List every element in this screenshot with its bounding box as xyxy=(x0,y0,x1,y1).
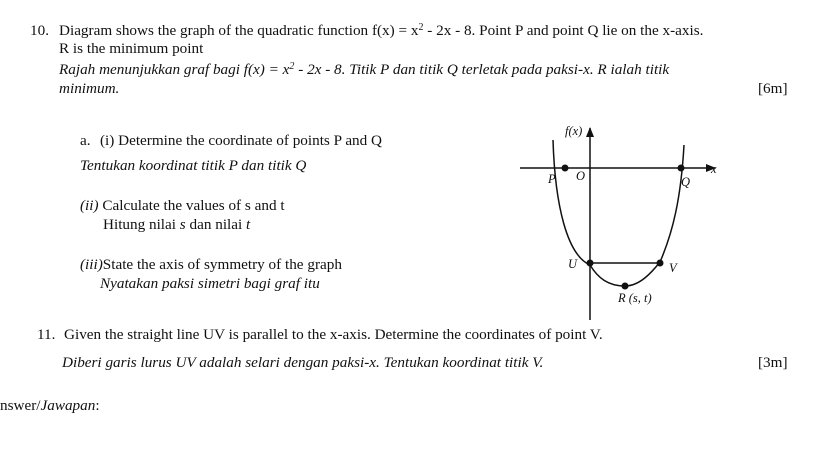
part-ii-malay-a: Hitung nilai xyxy=(103,216,180,233)
point-p xyxy=(562,165,569,172)
q10-malay-part-a: Rajah menunjukkan graf bagi f(x) = x xyxy=(59,61,290,78)
p-label: P xyxy=(548,172,556,186)
x-axis-label: x xyxy=(711,162,717,176)
point-u xyxy=(587,260,594,267)
q11-number: 11. xyxy=(37,326,56,343)
part-ii-malay-b: dan nilai xyxy=(185,216,247,233)
part-a-label: a. xyxy=(80,132,91,149)
q11-malay: Diberi garis lurus UV adalah selari dengan paksi-x. Tentukan koordinat titik V. xyxy=(62,354,544,371)
part-iii-text: State the axis of symmetry of the graph xyxy=(102,256,342,273)
q10-malay-line2: minimum. xyxy=(59,80,120,97)
answer-prefix: nswer/ xyxy=(0,397,41,414)
r-label: R (s, t) xyxy=(618,291,652,305)
part-iii-prefix: (iii) xyxy=(80,256,103,273)
q-label: Q xyxy=(681,175,691,189)
q10-number: 10. xyxy=(30,22,49,39)
q11-english: Given the straight line UV is parallel to the x-axis. Determine the coordinates of point V. xyxy=(64,326,603,343)
q10-malay-part-b: - 2x - 8. Titik P dan titik Q terletak pada paksi-x. R ialah titik xyxy=(294,61,670,78)
part-ii-malay-t: t xyxy=(246,216,251,233)
q10-marks: [6m] xyxy=(758,80,788,97)
answer-suffix: : xyxy=(95,397,100,414)
q10-line2: R is the minimum point xyxy=(59,40,204,57)
part-iii-malay: Nyatakan paksi simetri bagi graf itu xyxy=(100,275,320,292)
point-r xyxy=(622,283,629,290)
part-i-malay: Tentukan koordinat titik P dan titik Q xyxy=(80,157,307,174)
u-label: U xyxy=(568,257,578,271)
part-ii-text: Calculate the values of s and t xyxy=(98,197,285,214)
q10-line1-exponent: 2 xyxy=(418,22,424,33)
part-i-english: (i) Determine the coordinate of points P and Q xyxy=(100,132,383,149)
q10-line1-part-b: - 2x - 8. Point P and point Q lie on the x-axis. xyxy=(423,22,704,39)
point-q xyxy=(678,165,685,172)
point-v xyxy=(657,260,664,267)
part-ii-malay-s: s xyxy=(179,216,186,233)
q10-line1-part-a: Diagram shows the graph of the quadratic function f(x) = x xyxy=(59,22,419,39)
answer-label xyxy=(0,397,100,415)
o-label: O xyxy=(576,169,586,183)
part-ii-prefix: (ii) xyxy=(80,197,99,214)
q10-malay-exponent: 2 xyxy=(289,61,295,72)
answer-italic: Jawapan xyxy=(40,397,96,414)
fx-label: f(x) xyxy=(565,124,583,138)
q11-marks: [3m] xyxy=(758,354,788,371)
v-label: V xyxy=(669,261,677,275)
